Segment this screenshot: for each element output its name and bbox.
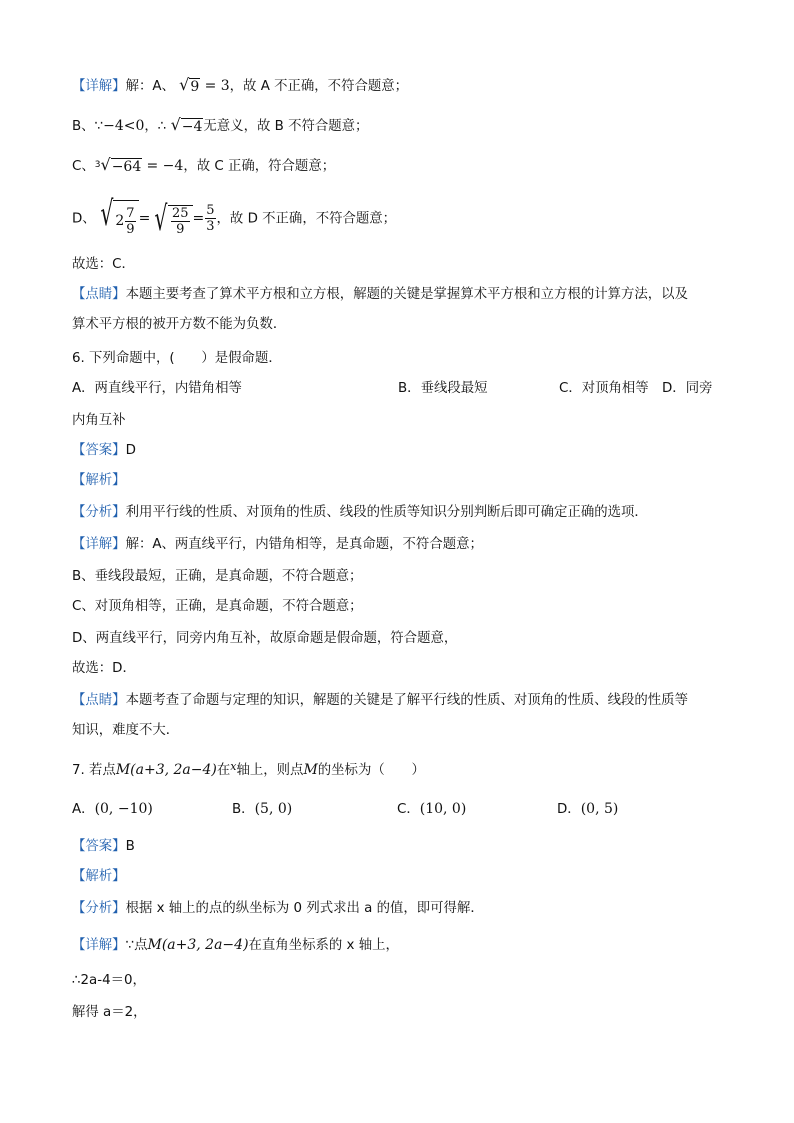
solution-line-c: C、 3 √ −64 = −4，故 C 正确，符合题意； [72, 155, 336, 175]
sqrt-25-over-9: √ $\frac{25}{9}$ [150, 201, 192, 237]
q6-option-a: A．两直线平行，内错角相等 [72, 381, 242, 396]
q7-detail-1: 【详解】∵点M(a+3, 2a−4)在直角坐标系的 x 轴上， [72, 937, 399, 953]
solution-line-d: D、 √ 2 $\frac{7}{9}$ = √ $\frac{25}{9}$ = $\frac{5}{3}$ ，故 D 不正确，不符合题意； [72, 196, 396, 241]
question-7-stem: 7. 若点M(a+3, 2a−4)在$^x$轴上，则点M的坐标为（ ） [72, 760, 425, 778]
solution-line-a: 【详解】解：A、 √ 9 = 3，故 A 不正确，不符合题意； [72, 75, 409, 95]
sqrt-neg4: √ −4 [170, 115, 203, 135]
q6-detail-3: C、对顶角相等，正确，是真命题，不符合题意； [72, 599, 363, 614]
fraction-5-3: $\frac{5}{3}$ [206, 203, 215, 234]
key-point-1: 【点睛】本题主要考查了算术平方根和立方根，解题的关键是掌握算术平方根和立方根的计算方法，以及 [72, 287, 688, 302]
q7-analysis: 【分析】根据 x 轴上的点的纵坐标为 0 列式求出 a 的值，即可得解． [72, 901, 484, 916]
question-6-stem: 6. 下列命题中，( ）是假命题． [72, 351, 282, 366]
q6-analysis-heading: 【解析】 [72, 473, 126, 488]
q7-detail-3: 解得 a＝2， [72, 1005, 147, 1020]
cube-root-neg64: 3 √ −64 [94, 155, 142, 175]
q7-option-b: B．(5, 0) [232, 801, 293, 817]
q7-option-c: C．(10, 0) [397, 801, 467, 817]
sqrt-mixed-fraction: √ 2 $\frac{7}{9}$ [96, 196, 139, 241]
q6-detail-1: 【详解】解：A、两直线平行，内错角相等，是真命题，不符合题意； [72, 537, 483, 552]
q6-key-point-cont: 知识，难度不大． [72, 723, 180, 738]
q7-detail-2: ∴2a-4＝0， [72, 973, 146, 988]
detail-tag: 【详解】 [72, 79, 126, 94]
q7-option-d: D．(0, 5) [557, 801, 619, 817]
q6-analysis: 【分析】利用平行线的性质、对顶角的性质、线段的性质等知识分别判断后即可确定正确的选项． [72, 505, 648, 520]
q6-option-c: C．对顶角相等 [559, 381, 649, 396]
solution-line-b: B、∵−4<0，∴ √ −4 无意义，故 B 不符合题意； [72, 115, 369, 135]
q7-option-a: A．(0, −10) [72, 801, 153, 817]
sqrt-9: √ 9 [179, 75, 200, 95]
key-point-1-cont: 算术平方根的被开方数不能为负数． [72, 317, 287, 332]
q6-detail-2: B、垂线段最短，正确，是真命题，不符合题意； [72, 569, 363, 584]
choose-c: 故选：C． [72, 257, 135, 272]
q7-analysis-heading: 【解析】 [72, 869, 126, 884]
q6-answer: 【答案】D [72, 443, 136, 458]
q6-detail-5: 故选：D． [72, 661, 136, 676]
q6-option-d: D．同旁 [662, 381, 713, 396]
q6-detail-4: D、两直线平行，同旁内角互补，故原命题是假命题，符合题意， [72, 631, 458, 646]
q7-answer: 【答案】B [72, 839, 135, 854]
q6-option-d-cont: 内角互补 [72, 413, 126, 428]
q6-key-point: 【点睛】本题考查了命题与定理的知识，解题的关键是了解平行线的性质、对顶角的性质、线段的性质等 [72, 693, 688, 708]
q6-option-b: B．垂线段最短 [398, 381, 488, 396]
